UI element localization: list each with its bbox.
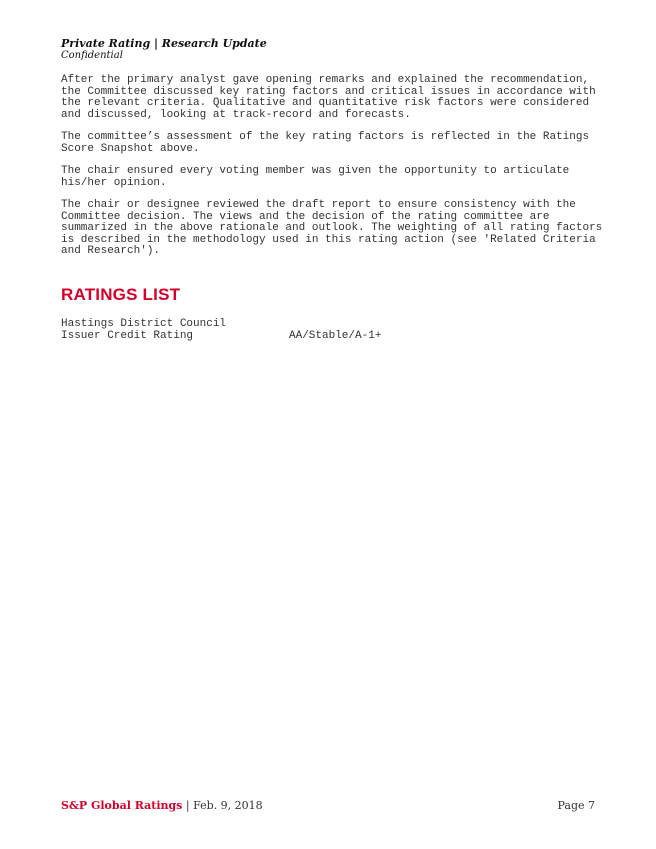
footer-brand: S&P Global Ratings	[61, 799, 183, 812]
paragraph-draft-review: The chair or designee reviewed the draft report to ensure consistency with the Committee decision. The views and the decision of the rating committee are summarized in the above rationale and outlook. The weighting of all rating factors is described in the methodology used in this rating action (see 'Related Criteria and Research').	[61, 199, 603, 257]
ratings-list-heading: RATINGS LIST	[61, 285, 181, 304]
document-header	[61, 37, 267, 62]
document-footer	[61, 799, 595, 812]
footer-left	[61, 799, 263, 812]
ratings-list	[61, 319, 381, 342]
issuer-name: Hastings District Council	[61, 318, 227, 330]
rating-value: AA/Stable/A-1+	[289, 329, 382, 342]
footer-separator: |	[185, 799, 190, 812]
paragraph-chair-voting: The chair ensured every voting member was given the opportunity to articulate his/her opinion.	[61, 165, 570, 189]
rating-label: Issuer Credit Rating	[61, 329, 194, 342]
paragraph-committee-assessment: The committee’s assessment of the key rating factors is reflected in the Ratings Score Snapshot above.	[61, 131, 590, 155]
header-title: Private Rating | Research Update	[61, 37, 267, 50]
rating-row	[61, 331, 381, 343]
footer-date: Feb. 9, 2018	[193, 799, 263, 812]
paragraph-opening-remarks: After the primary analyst gave opening remarks and explained the recommendation, the Committee discussed key rating factors and critical issues in accordance with the relevant criteria. Qualitative and quantitative risk factors were considered and discussed, looking at track-record and forecasts.	[61, 74, 596, 121]
body-text	[61, 75, 601, 269]
header-subtitle: Confidential	[61, 50, 123, 61]
footer-page-number: Page 7	[557, 799, 595, 812]
